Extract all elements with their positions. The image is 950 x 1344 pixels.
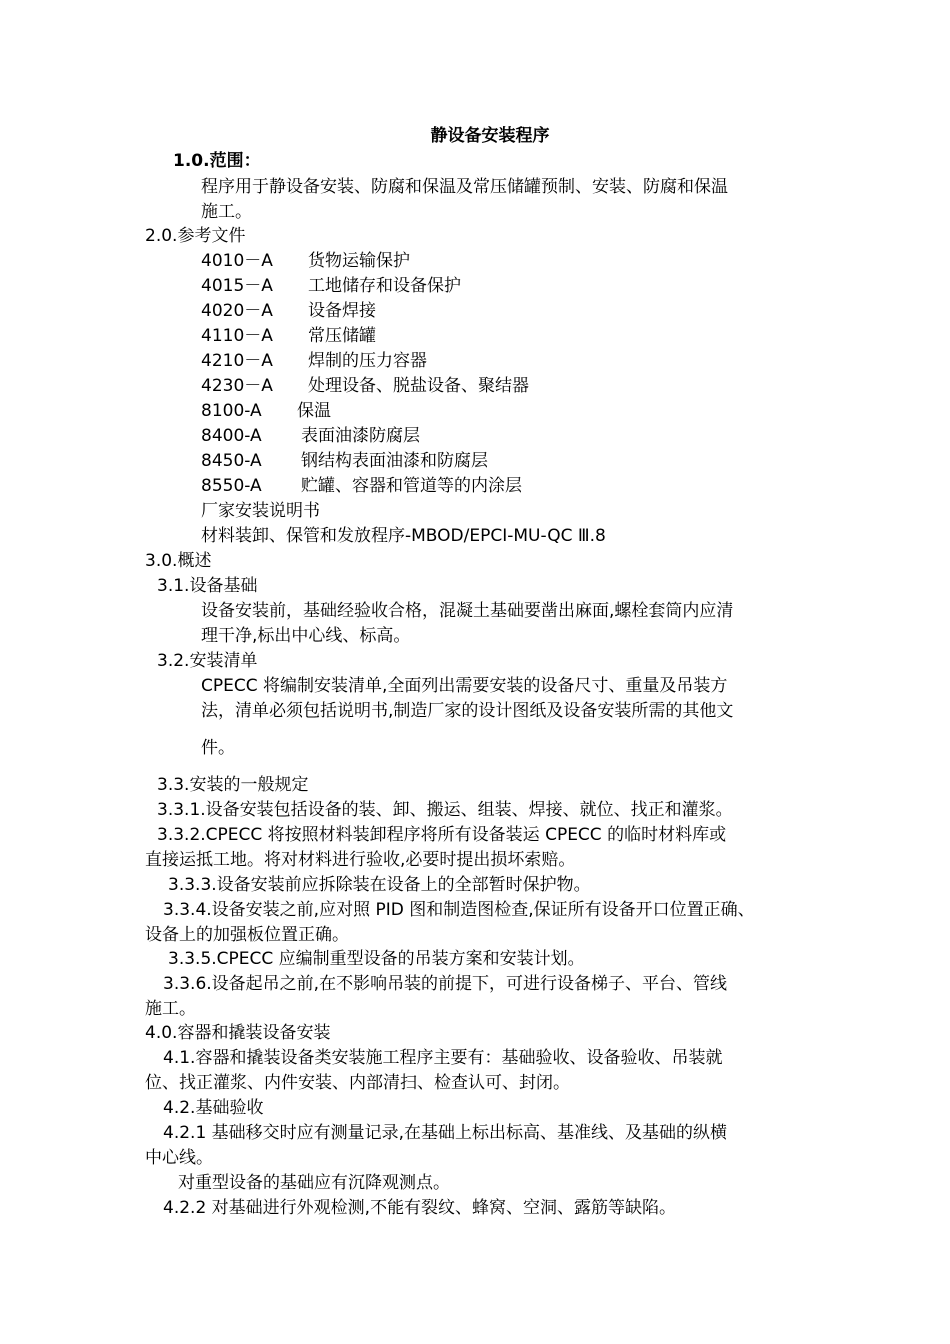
section-3-3-item-continuation: 施工。 <box>145 999 196 1019</box>
reference-code: 4010－A <box>201 251 273 271</box>
reference-name: 钢结构表面油漆和防腐层 <box>301 451 488 471</box>
reference-item <box>201 399 331 424</box>
reference-name: 处理设备、脱盐设备、聚结器 <box>308 376 529 396</box>
reference-name: 货物运输保护 <box>308 251 410 271</box>
reference-code: 4015－A <box>201 276 273 296</box>
reference-item <box>201 374 529 399</box>
reference-code: 4210－A <box>201 351 273 371</box>
section-4-2-heading: 4.2.基础验收 <box>163 1098 264 1118</box>
reference-item <box>201 424 420 449</box>
section-3-1-text-line: 设备安装前，基础经验收合格，混凝土基础要凿出麻面,螺栓套筒内应清 <box>201 601 734 621</box>
section-3-3-item: 3.3.5.CPECC 应编制重型设备的吊装方案和安装计划。 <box>168 949 585 969</box>
section-3-3-item: 3.3.4.设备安装之前,应对照 PID 图和制造图检查,保证所有设备开口位置正确、 <box>163 900 755 920</box>
section-3-2-heading: 3.2.安装清单 <box>157 651 258 671</box>
reference-name: 保温 <box>297 401 331 421</box>
section-3-3-item: 3.3.3.设备安装前应拆除装在设备上的全部暂时保护物。 <box>168 875 591 895</box>
section-1-heading: 1.0.范围： <box>173 151 261 171</box>
reference-code: 8100-A <box>201 401 262 421</box>
reference-name: 工地储存和设备保护 <box>308 276 461 296</box>
section-1-text-line-2: 施工。 <box>201 202 252 222</box>
reference-item <box>201 324 376 349</box>
section-4-1-text-line: 4.1.容器和撬装设备类安装施工程序主要有：基础验收、设备验收、吊装就 <box>163 1048 723 1068</box>
section-3-1-heading: 3.1.设备基础 <box>157 576 258 596</box>
section-4-2-2-text-line: 4.2.2 对基础进行外观检测,不能有裂纹、蜂窝、空洞、露筋等缺陷。 <box>163 1198 677 1218</box>
reference-name: 表面油漆防腐层 <box>301 426 420 446</box>
section-4-2-note: 对重型设备的基础应有沉降观测点。 <box>178 1173 450 1193</box>
reference-item <box>201 349 427 374</box>
section-4-heading: 4.0.容器和撬装设备安装 <box>145 1023 331 1043</box>
section-3-3-item: 3.3.1.设备安装包括设备的装、卸、搬运、组装、焊接、就位、找正和灌浆。 <box>157 800 733 820</box>
reference-code: 4110－A <box>201 326 273 346</box>
section-4-1-text-line: 位、找正灌浆、内件安装、内部清扫、检查认可、封闭。 <box>145 1073 570 1093</box>
reference-code: 8550-A <box>201 476 262 496</box>
reference-item <box>201 299 376 324</box>
reference-code: 8450-A <box>201 451 262 471</box>
section-3-heading: 3.0.概述 <box>145 551 212 571</box>
section-3-1-text-line: 理干净,标出中心线、标高。 <box>201 626 411 646</box>
section-3-2-text-line: 法，清单必须包括说明书,制造厂家的设计图纸及设备安装所需的其他文 <box>201 701 734 721</box>
reference-code: 8400-A <box>201 426 262 446</box>
section-3-2-text-line: CPECC 将编制安装清单,全面列出需要安装的设备尺寸、重量及吊装方 <box>201 676 728 696</box>
section-4-2-1-text-line: 4.2.1 基础移交时应有测量记录,在基础上标出标高、基准线、及基础的纵横 <box>163 1123 728 1143</box>
section-2-heading: 2.0.参考文件 <box>145 226 246 246</box>
reference-item <box>201 274 461 299</box>
reference-name: 设备焊接 <box>308 301 376 321</box>
section-3-3-item-continuation: 直接运抵工地。将对材料进行验收,必要时提出损坏索赔。 <box>145 850 576 870</box>
reference-item <box>201 449 488 474</box>
section-3-3-item: 3.3.6.设备起吊之前,在不影响吊装的前提下，可进行设备梯子、平台、管线 <box>163 974 728 994</box>
section-4-2-1-text-line: 中心线。 <box>145 1148 213 1168</box>
reference-name: 焊制的压力容器 <box>308 351 427 371</box>
document-title: 静设备安装程序 <box>430 126 550 146</box>
section-3-3-heading: 3.3.安装的一般规定 <box>157 775 309 795</box>
reference-code: 4020－A <box>201 301 273 321</box>
reference-name: 常压储罐 <box>308 326 376 346</box>
reference-extra-line: 材料装卸、保管和发放程序-MBOD/EPCⅠ-MU-QC Ⅲ.8 <box>201 526 606 546</box>
section-1-text-line-1: 程序用于静设备安装、防腐和保温及常压储罐预制、安装、防腐和保温 <box>201 177 728 197</box>
reference-item <box>201 249 410 274</box>
section-3-3-item: 3.3.2.CPECC 将按照材料装卸程序将所有设备装运 CPECC 的临时材料库或 <box>157 825 727 845</box>
reference-name: 贮罐、容器和管道等的内涂层 <box>301 476 522 496</box>
section-3-3-item-continuation: 设备上的加强板位置正确。 <box>145 925 349 945</box>
reference-code: 4230－A <box>201 376 273 396</box>
reference-item <box>201 474 522 499</box>
section-3-2-text-line: 件。 <box>201 738 235 758</box>
reference-extra-line: 厂家安装说明书 <box>201 501 320 521</box>
